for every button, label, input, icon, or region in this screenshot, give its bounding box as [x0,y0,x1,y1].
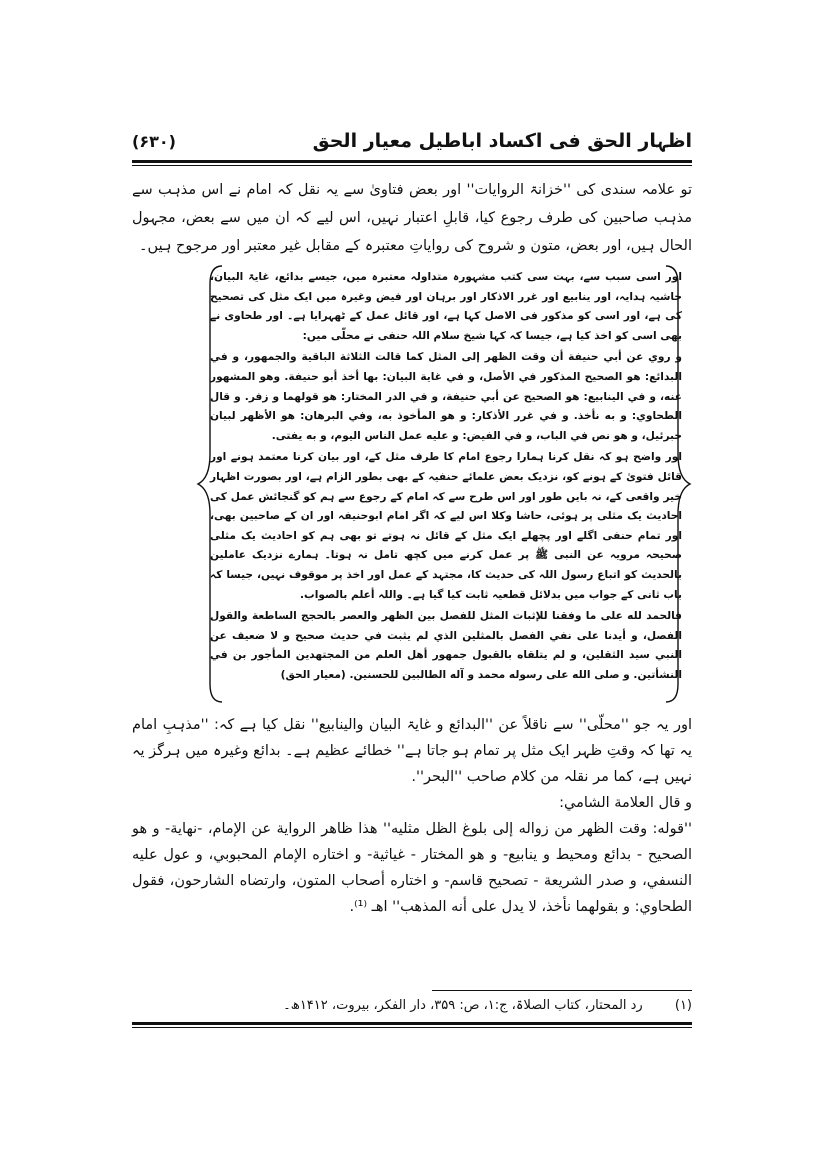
excerpt-paragraph-4 [210,607,682,685]
footnote-separator [432,990,692,991]
footnote [132,996,692,1016]
excerpt-text [210,268,682,687]
quoted-excerpt-box [196,264,692,704]
page-number: (۶۳۰) [132,132,176,151]
excerpt-paragraph-4-text: فالحمد لله على ما وفقنا للإثبات المثل للفصل بين الظهر والعصر بالحجج الساطعة والقول الفصل، و أيدنا على نفي الفصل بالمثلين الذي لم يثبت في حديث صحيح و لا ضعيف عن النبي سيد الثقلين، و لم يتلقاه بالقبول جمهور أهل العلم من المجتهدين المأجور بن في النشأتين. و صلى الله على رسوله محمد و آله الطالبين للحسنين. [210,610,682,681]
body-paragraph-1: اور یہ جو ''محلّی'' سے ناقلاً عن ''البدائع و غایۃ البیان والینابیع'' نقل کیا ہے کہ: ''مذہبِ امام یہ تھا کہ وقتِ ظہر ایک مثل پر تمام ہو جاتا ہے'' خطائے عظیم ہے۔ بدائع وغیرہ میں ہرگز یہ نہیں ہے، کما مر نقلہ من کلام صاحب ''البحر''. [132,717,692,785]
intro-paragraph: تو علامہ سندی کی ''خزانۃ الروایات'' اور بعض فتاویٰ سے یہ نقل کہ امام نے اس مذہب سے مذہب صاحبین کی طرف رجوع کیا، قابلِ اعتبار نہیں، اس لیے کہ ان میں سے بعض، مجہول الحال ہیں، اور بعض، متون و شروح کی روایاتِ معتبرہ کے مقابل غیر معتبر اور مرجوح ہیں۔ [132,182,692,254]
excerpt-paragraph-3: اور واضح ہو کہ نقل کرنا ہمارا رجوع امام کا طرف مثل کے، اور بیان کرنا معتمد ہونے اور قائل فتویٰ کے ہونے کو، نزدیک بعض علمائے حنفیہ کے بھی بطور الزام ہے، اور بصورت اظہار خیر واقعی کے، نہ بایں طور اور اس طرح سے کہ امام کے رجوع سے ہم کو گنجائش عمل کی احادیث یک مثلی پر ہوئی، حاشا وکلا اس لیے کہ اگر امام ابوحنیفہ اور ان کے صاحبین بھی، اور تمام حنفی اگلے اور پچھلے ایک مثل کے قائل نہ ہوتے تو بھی ہم کو احادیث یک مثلی صحیحہ مرویہ عن النبی ﷺ پر عمل کرنے میں کچھ تامل نہ ہوتا۔ ہمارے نزدیک عاملین بالحدیث کو اتباع رسول اللہ کی حدیث کا، مجتہد کے عمل اور اخذ پر موقوف نہیں، جیسا کہ باب ثانی کے جواب میں بدلائل قطعیہ ثابت کیا گیا ہے۔ واللہ أعلم بالصواب. [210,451,682,601]
header-rule-thick [132,160,692,163]
footer-rule-thin [132,1027,692,1028]
excerpt-paragraph-1: اور اسی سبب سے، بہت سی کتب مشہورہ متداولہ معتبرہ میں، جیسے بدائع، غایۃ البیان، حاشیہ ہدایہ، اور ینابیع اور غرر الاذکار اور برہان اور فیض وغیرہ میں ایک مثل کی تصحیح کی ہے، اور اسی کو مذکور فی الاصل کہا ہے، اور قائل عمل کے ٹھہرایا ہے۔ اور طحاوی نے بھی اسی کو اخذ کیا ہے، جیسا کہ کہا شیخ سلام اللہ حنفی نے محلّی میں: [210,271,682,342]
excerpt-paragraph-2: و روي عن أبي حنيفة أن وقت الظهر إلى المثل كما قالت الثلاثة الباقية والجمهور، و في البدائع: هو الصحيح المذكور في الأصل، و في غاية البيان: بها أخذ أبو حنيفة. وهو المشهور عنه، و في الينابيع: هو الصحيح عن أبي حنيفة، و في الدر المختار: هو قولهما و زفر. و قال الطحاوي: و به نأخذ. و في غرر الأذكار: و هو المأخوذ به، وفي البرهان: هو الأظهر لبيان جبرئيل، و هو نص في الباب، و في الفيض: و عليه عمل الناس اليوم، و به يفتى. [210,351,682,442]
header-rule-thin [132,165,692,166]
footer-rule-thick [132,1022,692,1025]
footnote-number: (۱) [674,998,692,1013]
footnote-text: رد المحتار، کتاب الصلاۃ، ج:۱، ص: ۳۵۹، دار الفکر، بیروت، ۱۴۱۲ھ۔ [283,998,643,1013]
body-paragraph-3: ''قوله: وقت الظهر من زواله إلى بلوغ الظل مثليه'' هذا ظاهر الرواية عن الإمام، -نهاية- و هو الصحيح - بدائع ومحيط و ينابيع- و هو المختار - غياثية- و اختاره الإمام المحبوبي، و عول عليه النسفي، و صدر الشريعة - تصحيح قاسم- و اختاره أصحاب المتون، وارتضاه الشارحون، فقول الطحاوي: و بقولهما نأخذ، لا يدل على أنه المذهب'' اهـ ⁽¹⁾. [132,821,692,915]
excerpt-signature: (معیار الحق) [280,668,346,681]
header-title: اظہار الحق فی اکساد اباطیل معیار الحق [312,130,692,152]
body-text [132,712,692,920]
body-paragraph-2: و قال العلامة الشامي: [559,795,692,811]
